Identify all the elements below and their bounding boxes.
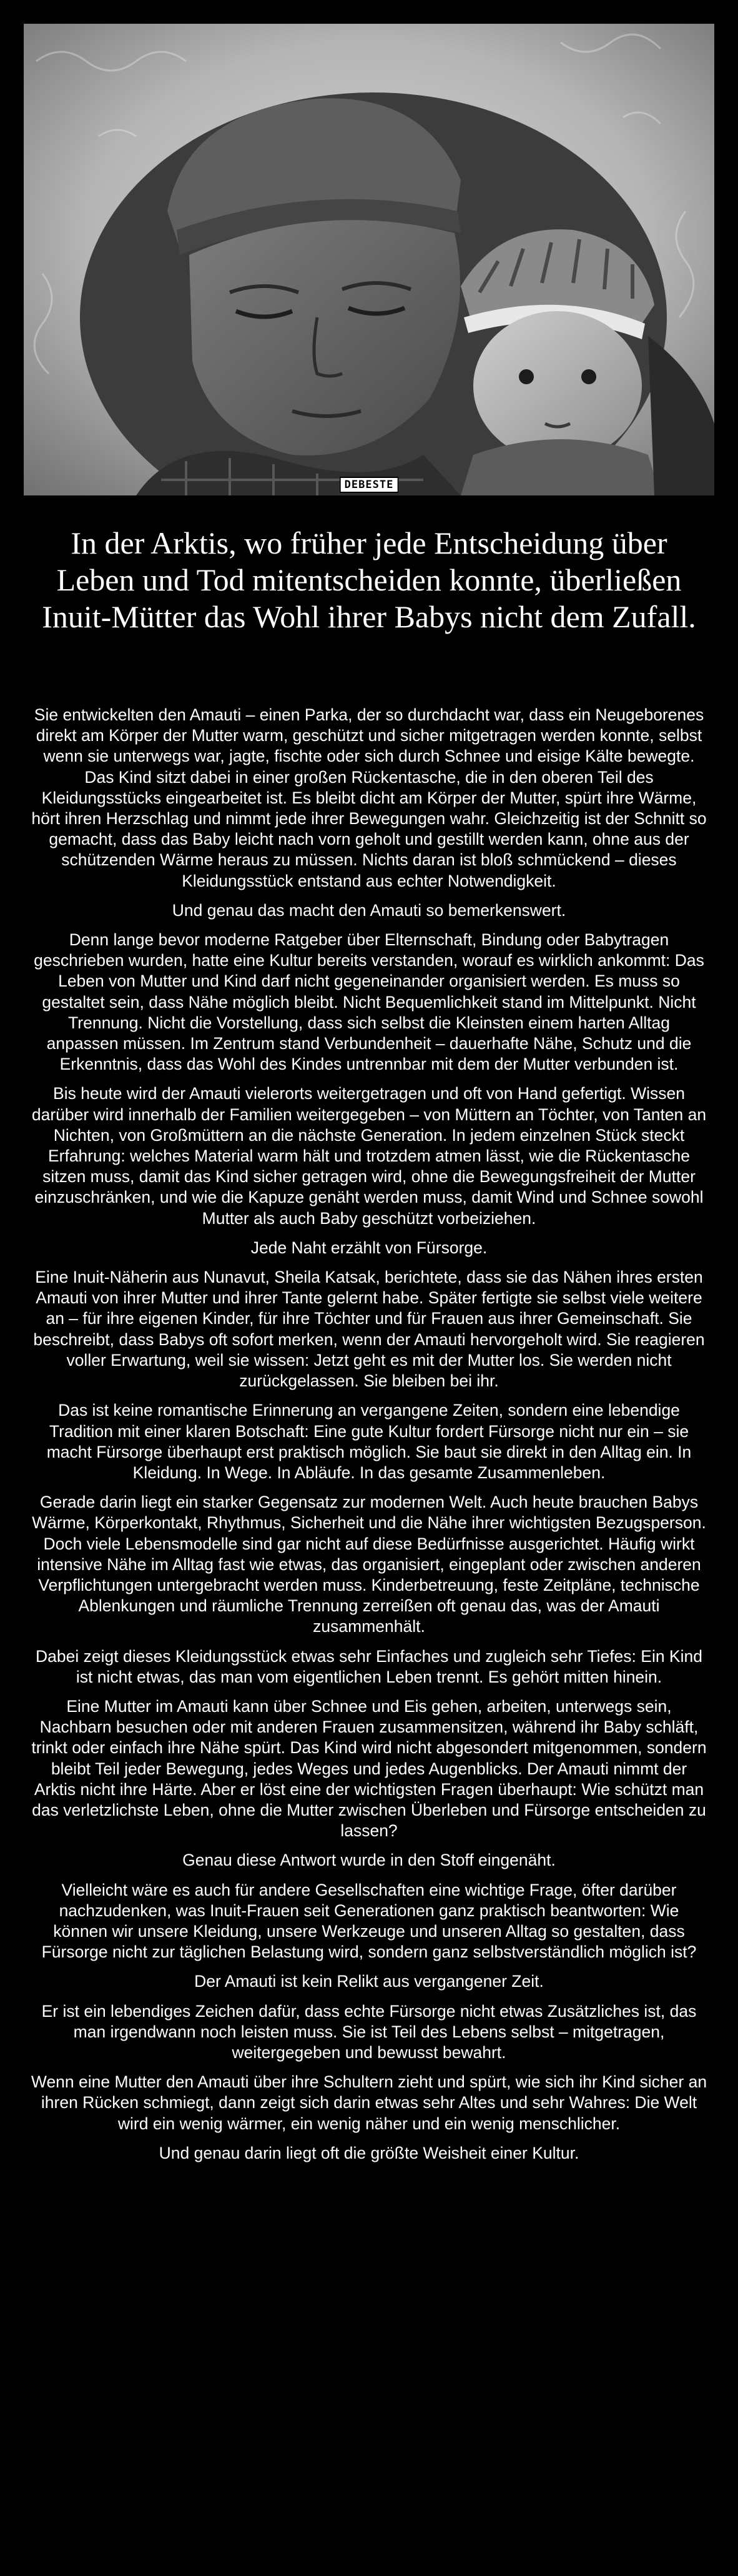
paragraph: Eine Inuit-Näherin aus Nunavut, Sheila Katsak, berichtete, dass sie das Nähen ihres ersten Amauti von ihrer Mutter und ihrer Tante gelernt habe. Später fertigte sie selbst viele weitere an – für ihre eigenen Kinder, für ihre Töchter und für Frauen aus ihrer Gemeinschaft. Sie beschreibt, dass Babys oft sofort merken, wenn der Amauti hervorgeholt wird. Sie reagieren voller Erwartung, weil sie wissen: Jetzt geht es mit der Mutter los. Sie werden nicht zurückgelassen. Sie bleiben bei ihr.	[33, 1268, 705, 1391]
paragraph: Jede Naht erzählt von Fürsorge.	[250, 1238, 488, 1257]
paragraph: Und genau das macht den Amauti so bemerkenswert.	[172, 900, 566, 920]
paragraph: Wenn eine Mutter den Amauti über ihre Schultern zieht und spürt, wie sich ihr Kind sicher an ihren Rücken schmiegt, dann zeigt sich darin etwas sehr Altes und sehr Wahres: Die Welt wird ein wenig wärmer, ein wenig näher und ein wenig menschlicher.	[31, 2072, 707, 2133]
paragraph: Gerade darin liegt ein starker Gegensatz zur modernen Welt. Auch heute brauchen Babys Wärme, Körperkontakt, Rhythmus, Sicherheit und die Nähe ihrer wichtigsten Bezugsperson. Doch viele Lebensmodelle sind gar nicht auf diese Bedürfnisse ausgerichtet. Häufig wirkt intensive Nähe im Alltag fast wie etwas, das organisiert, eingeplant oder zwischen anderen Verpflichtungen untergebracht werden muss. Kinderbetreuung, feste Zeitpläne, technische Ablenkungen und räumliche Trennung zerreißen oft genau das, was der Amauti zusammenhält.	[32, 1493, 706, 1636]
paragraph: Bis heute wird der Amauti vielerorts weitergetragen und oft von Hand gefertigt. Wissen darüber wird innerhalb der Familien weitergegeben – von Müttern an Töchter, von Tanten an Nichten, von Großmüttern an die nächste Generation. In jedem einzelnen Stück steckt Erfahrung: welches Material warm hält und trotzdem atmen lässt, wie die Rückentasche sitzen muss, damit das Kind sicher getragen wird, ohne die Bewegungsfreiheit der Mutter einzuschränken, und wie die Kapuze genäht werden muss, damit Wind und Schnee sowohl Mutter als auch Baby geschützt vorbeiziehen.	[31, 1084, 707, 1228]
paragraph: Der Amauti ist kein Relikt aus vergangener Zeit.	[194, 1972, 544, 1991]
headline: In der Arktis, wo früher jede Entscheidung über Leben und Tod mitentscheiden konnte, überließen Inuit-Mütter das Wohl ihrer Babys nicht dem Zufall.	[42, 525, 696, 634]
paragraph: Das ist keine romantische Erinnerung an vergangene Zeiten, sondern eine lebendige Tradition mit einer klaren Botschaft: Eine gute Kultur fordert Fürsorge nicht nur ein – sie macht Fürsorge überhaupt erst praktisch möglich. Sie baut sie direkt in den Alltag ein. In Kleidung. In Wege. In Abläufe. In das gesamte Zusammenleben.	[46, 1401, 692, 1482]
paragraph: Genau diese Antwort wurde in den Stoff eingenäht.	[182, 1851, 556, 1870]
paragraph: Und genau darin liegt oft die größte Weisheit einer Kultur.	[159, 2143, 579, 2162]
paragraph: Eine Mutter im Amauti kann über Schnee und Eis gehen, arbeiten, unterwegs sein, Nachbarn besuchen oder mit anderen Frauen zusammensitzen, während ihr Baby schläft, trinkt oder einfach ihre Nähe spürt. Das Kind wird nicht abgesondert mitgenommen, sondern bleibt Teil jeder Bewegung, jedes Weges und jedes Augenblicks. Der Amauti nimmt der Arktis nicht ihre Härte. Aber er löst eine der wichtigsten Fragen überhaupt: Wie schützt man das verletzlichste Leben, ohne die Mutter zwischen Überleben und Fürsorge entscheiden zu lassen?	[31, 1696, 707, 1841]
paragraph: Vielleicht wäre es auch für andere Gesellschaften eine wichtige Frage, öfter darüber nachzudenken, was Inuit-Frauen seit Generationen ganz praktisch beantworten: Wie können wir unsere Kleidung, unsere Werkzeuge und unseren Alltag so gestalten, dass Fürsorge nicht zur täglichen Belastung wird, sondern ganz selbstverständlich möglich ist?	[41, 1880, 697, 1962]
article-body	[30, 705, 708, 2172]
watermark-debeste: DEBESTE	[340, 477, 399, 493]
paragraph: Sie entwickelten den Amauti – einen Parka, der so durchdacht war, dass ein Neugeborenes direkt am Körper der Mutter warm, geschützt und sicher mitgetragen werden konnte, selbst wenn sie unterwegs war, jagte, fischte oder sich durch Schnee und eisige Kälte bewegte. Das Kind sitzt dabei in einer großen Rückentasche, die in den oberen Teil des Kleidungsstücks eingearbeitet ist. Es bleibt dicht am Körper der Mutter, spürt ihre Wärme, hört ihren Herzschlag und nimmt jede ihrer Bewegungen wahr. Gleichzeitig ist der Schnitt so gemacht, dass das Baby leicht nach vorn geholt und gestillt werden kann, ohne aus der schützenden Wärme heraus zu müssen. Nichts daran ist bloß schmückend – dieses Kleidungsstück entstand aus echter Notwendigkeit.	[31, 705, 707, 890]
paragraph: Er ist ein lebendiges Zeichen dafür, dass echte Fürsorge nicht etwas Zusätzliches ist, das man irgendwann noch leisten muss. Sie ist Teil des Lebens selbst – mitgetragen, weitergegeben und bewusst bewahrt.	[41, 2001, 697, 2062]
paragraph: Dabei zeigt dieses Kleidungsstück etwas sehr Einfaches und zugleich sehr Tiefes: Ein Kind ist nicht etwas, das man vom eigentlichen Leben trennt. Es gehört mitten hinein.	[36, 1646, 702, 1686]
photo-illustration	[24, 24, 714, 495]
paragraph: Denn lange bevor moderne Ratgeber über Elternschaft, Bindung oder Babytragen geschrieben wurden, hatte eine Kultur bereits verstanden, worauf es wirklich ankommt: Das Leben von Mutter und Kind darf nicht gegeneinander organisiert werden. Es muss so gestaltet sein, dass Nähe möglich bleibt. Nicht Bequemlichkeit stand im Mittelpunkt. Nicht Trennung. Nicht die Vorstellung, dass sich selbst die Kleinsten einem harten Alltag anpassen müssen. Im Zentrum stand Verbundenheit – dauerhafte Nähe, Schutz und die Erkenntnis, dass das Wohl des Kindes untrennbar mit dem der Mutter verbunden ist.	[34, 930, 704, 1074]
photo-mother-and-baby	[24, 24, 714, 495]
